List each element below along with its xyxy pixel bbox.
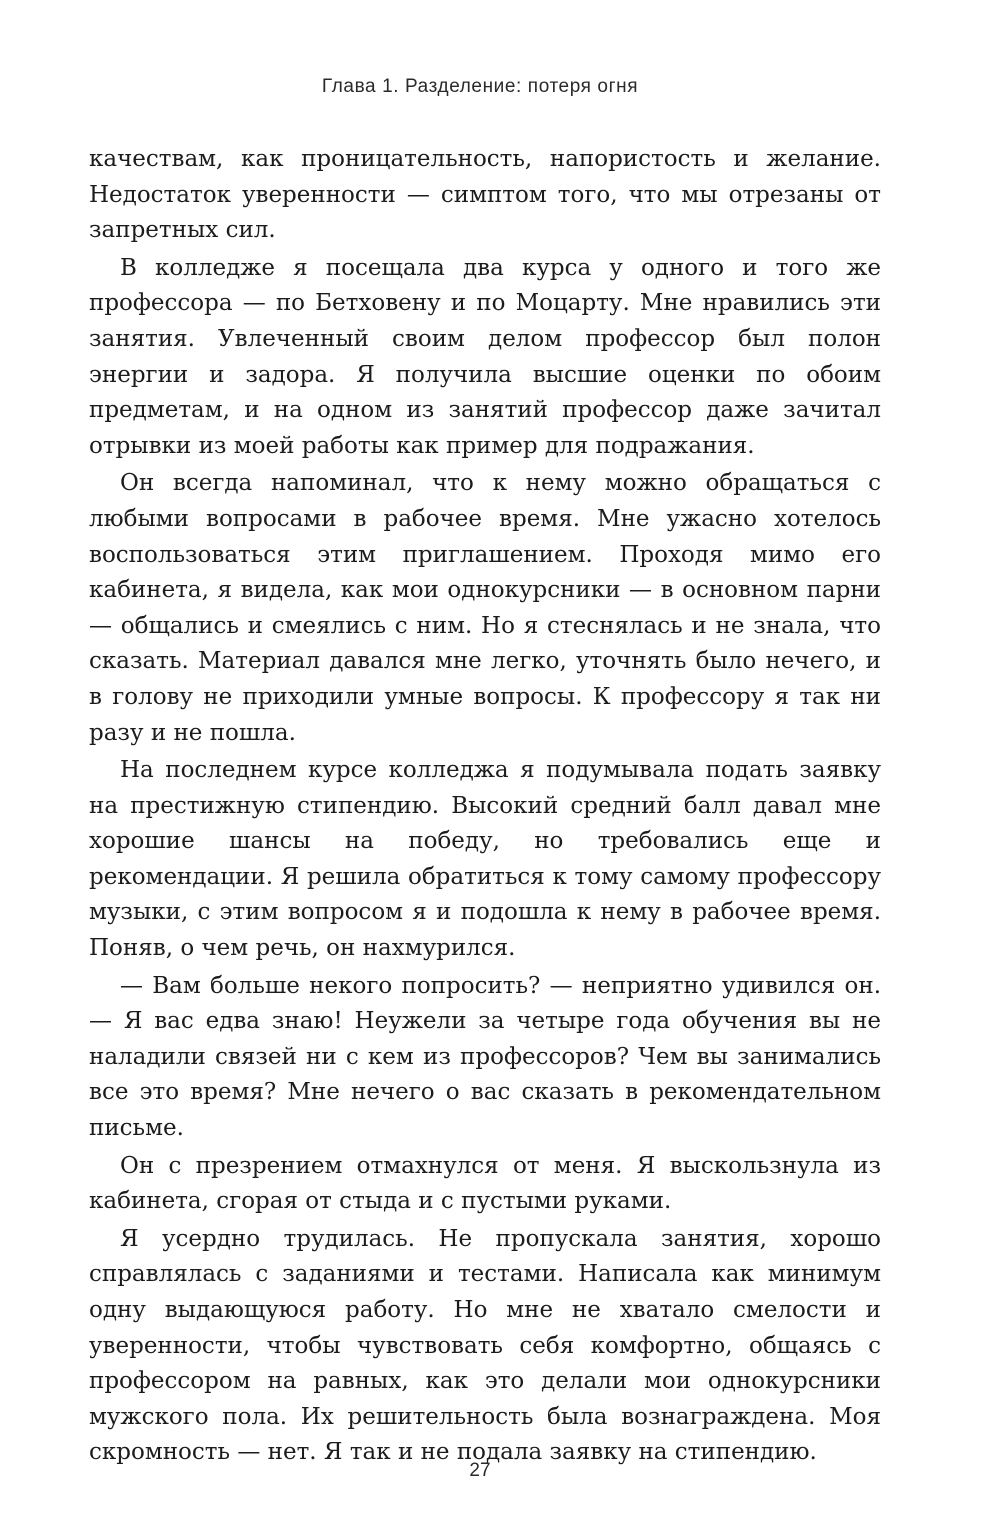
paragraph: В колледже я посещала два курса у одного и того же профессора — по Бетховену и по Моцарту. Мне нравились эти занятия. Увлеченный своим делом профессор был полон энергии и задора. Я получила высшие оценки по обоим предметам, и на одном из занятий профессор даже зачитал отрывки из моей работы как пример для подражания.: [89, 254, 881, 459]
paragraph-continued: качествам, как проницательность, напористость и желание. Недостаток уверенности — симптом того, что мы отрезаны от запретных сил.: [89, 146, 881, 244]
running-head: Глава 1. Разделение: потеря огня: [321, 76, 639, 97]
paragraph-dialogue: — Вам больше некого попросить? — неприятно удивился он. — Я вас едва знаю! Неужели за четыре года обучения вы не наладили связей ни с кем из профессоров? Чем вы занимались все это время? Мне нечего о вас сказать в рекомендательном письме.: [89, 972, 881, 1142]
paragraph: Он всегда напоминал, что к нему можно обращаться с любыми вопросами в рабочее время. Мне ужасно хотелось воспользоваться этим приглашением. Проходя мимо его кабинета, я видела, как мои однокурсники — в основном парни — общались и смеялись с ним. Но я стеснялась и не знала, что сказать. Материал давался мне легко, уточнять было нечего, и в голову не приходили умные вопросы. К профессору я так ни разу и не пошла.: [89, 470, 881, 746]
paragraph: Я усердно трудилась. Не пропускала занятия, хорошо справлялась с заданиями и тестами. Написала как минимум одну выдающуюся работу. Но мне не хватало смелости и уверенности, чтобы чувствовать себя комфортно, общаясь с профессором на равных, как это делали мои однокурсники мужского пола. Их решительность была вознаграждена. Моя скромность — нет. Я так и не подала заявку на стипендию.: [89, 1225, 881, 1466]
page-number: 27: [469, 1460, 491, 1481]
paragraph: Он с презрением отмахнулся от меня. Я выскользнула из кабинета, сгорая от стыда и с пустыми руками.: [89, 1152, 881, 1215]
body-text: [89, 142, 881, 1473]
paragraph: На последнем курсе колледжа я подумывала подать заявку на престижную стипендию. Высокий средний балл давал мне хорошие шансы на победу, но требовались еще и рекомендации. Я решила обратиться к тому самому профессору музыки, с этим вопросом я и подошла к нему в рабочее время. Поняв, о чем речь, он нахмурился.: [89, 757, 881, 962]
